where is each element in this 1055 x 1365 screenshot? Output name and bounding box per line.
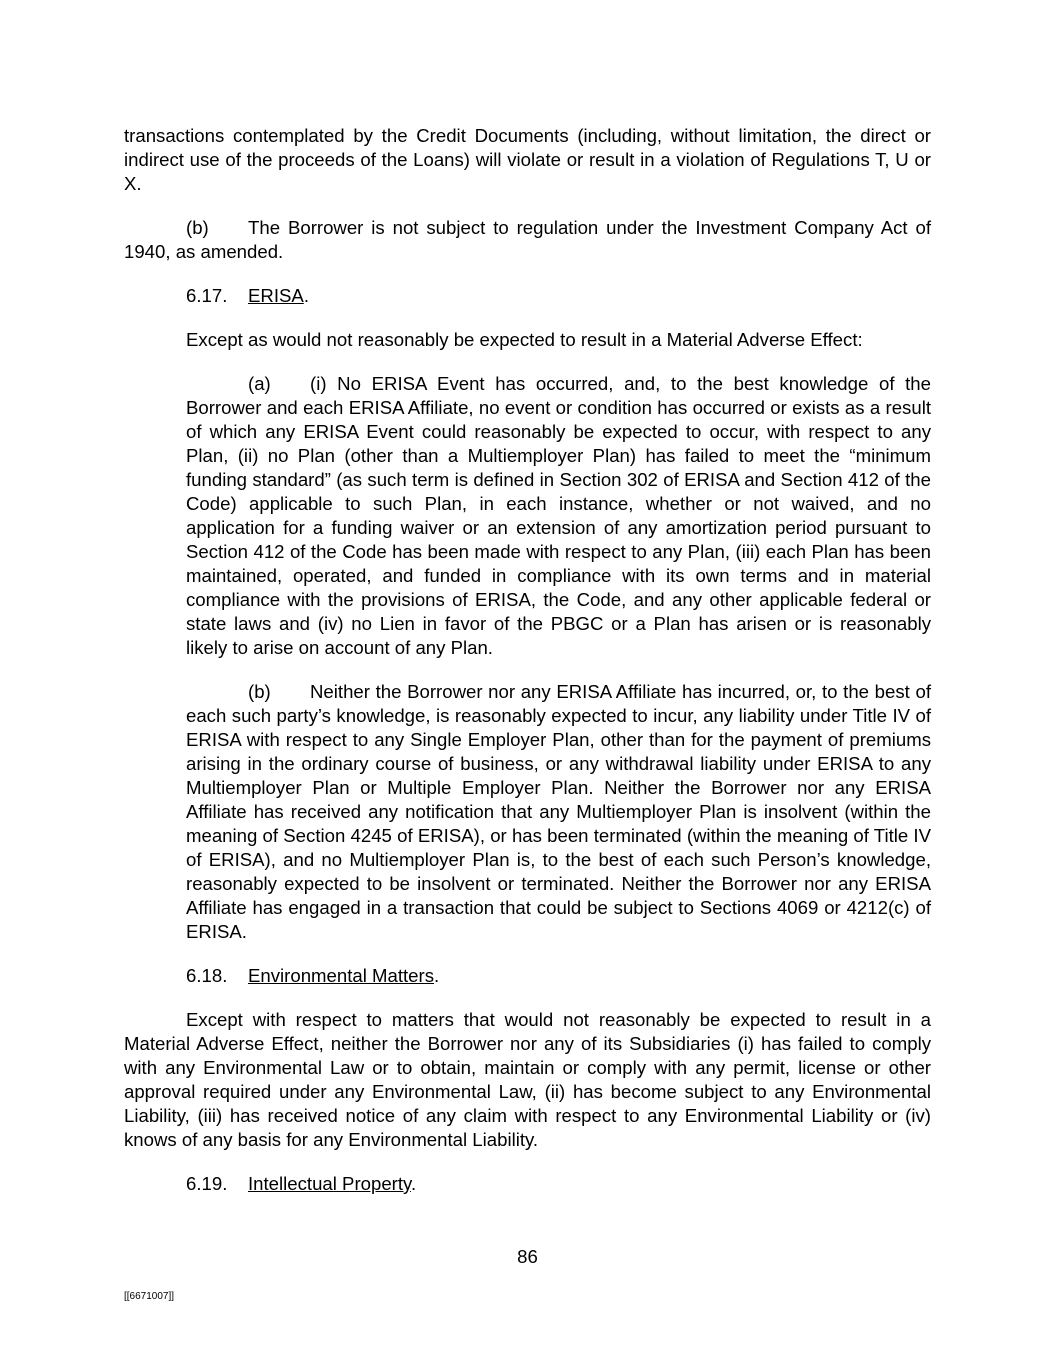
paragraph-label: (b): [248, 681, 271, 702]
paragraph-6-17-b: [186, 680, 931, 944]
page-number: 86: [517, 1246, 538, 1267]
section-title: ERISA: [248, 285, 304, 306]
continuation-paragraph: transactions contemplated by the Credit Documents (including, without limitation, the direct or indirect use of the proceeds of the Loans) will violate or result in a violation of Regulations T, U or X.: [124, 125, 931, 194]
paragraph-text: (i) No ERISA Event has occurred, and, to the best knowledge of the Borrower and each ERISA Affiliate, no event or condition has occurred or exists as a result of which any ERISA Event could reasonably be expected to occur, with respect to any Plan, (ii) no Plan (other than a Multiemployer Plan) has failed to meet the “minimum funding standard” (as such term is defined in Section 302 of ERISA and Section 412 of the Code) applicable to such Plan, in each instance, whether or not waived, and no application for a funding waiver or an extension of any amortization period pursuant to Section 412 of the Code has been made with respect to any Plan, (iii) each Plan has been maintained, operated, and funded in compliance with its own terms and in material compliance with the provisions of ERISA, the Code, and any other applicable federal or state laws and (iv) no Lien in favor of the PBGC or a Plan has arisen or is reasonably likely to arise on account of any Plan.: [186, 373, 931, 658]
section-title: Intellectual Property: [248, 1173, 411, 1194]
section-6-18-text: Except with respect to matters that would not reasonably be expected to result in a Material Adverse Effect, neither the Borrower nor any of its Subsidiaries (i) has failed to comply with any Environmental Law or to obtain, maintain or comply with any permit, license or other approval required under any Environmental Law, (ii) has become subject to any Environmental Liability, (iii) has received notice of any claim with respect to any Environmental Liability or (iv) knows of any basis for any Environmental Liability.: [124, 1009, 931, 1150]
section-number: 6.18.: [186, 965, 228, 986]
paragraph-label: (b): [186, 217, 209, 238]
paragraph-text: Neither the Borrower nor any ERISA Affiliate has incurred, or, to the best of each such party’s knowledge, is reasonably expected to incur, any liability under Title IV of ERISA with respect to any Single Employer Plan, other than for the payment of premiums arising in the ordinary course of business, or any withdrawal liability under ERISA to any Multiemployer Plan or Multiple Employer Plan. Neither the Borrower nor any ERISA Affiliate has received any notification that any Multiemployer Plan is insolvent (within the meaning of Section 4245 of ERISA), or has been terminated (within the meaning of Title IV of ERISA), and no Multiemployer Plan is, to the best of each such Person’s knowledge, reasonably expected to be insolvent or terminated. Neither the Borrower nor any ERISA Affiliate has engaged in a transaction that could be subject to Sections 4069 or 4212(c) of ERISA.: [186, 681, 931, 942]
paragraph-label: (a): [248, 373, 271, 394]
paragraph-6-17-a: [186, 372, 931, 660]
section-number: 6.19.: [186, 1173, 228, 1194]
section-heading-6-18: 6.18. Environmental Matters.: [186, 965, 440, 986]
section-number: 6.17.: [186, 285, 228, 306]
section-6-17-intro: Except as would not reasonably be expected to result in a Material Adverse Effect:: [186, 329, 863, 350]
document-body: [124, 124, 931, 1196]
section-heading-6-17: 6.17. ERISA.: [186, 285, 309, 306]
paragraph-text: The Borrower is not subject to regulation under the Investment Company Act of 1940, as amended.: [124, 217, 931, 262]
document-id: [[6671007]]: [124, 1291, 175, 1302]
section-title: Environmental Matters: [248, 965, 435, 986]
paragraph-6-16-b: [124, 216, 931, 264]
section-heading-6-19: 6.19. Intellectual Property.: [186, 1173, 417, 1194]
